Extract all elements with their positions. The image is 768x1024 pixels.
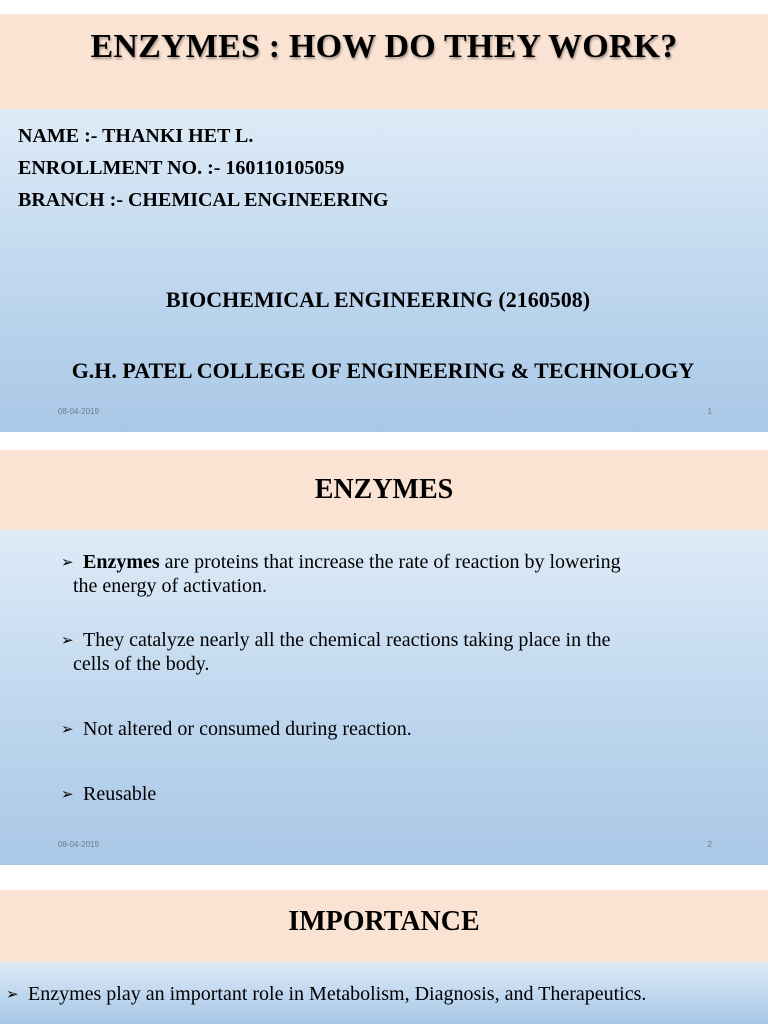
slide-3-title: IMPORTANCE (288, 906, 480, 937)
slide-2 (0, 450, 768, 865)
slide-1 (0, 14, 768, 432)
slide-2-title-band (0, 450, 768, 530)
enrollment-number: ENROLLMENT NO. :- 160110105059 (18, 157, 345, 179)
bullet-bold-term: Enzymes (83, 551, 160, 573)
arrow-bullet-icon: ➢ (61, 720, 74, 738)
slide-2-date: 08-04-2019 (58, 840, 99, 849)
bullet-continuation: cells of the body. (73, 653, 210, 675)
college-name: G.H. PATEL COLLEGE OF ENGINEERING & TECHNOLOGY (71, 358, 695, 383)
arrow-bullet-icon: ➢ (61, 553, 74, 571)
bullet-item (61, 628, 611, 676)
arrow-bullet-icon: ➢ (61, 785, 74, 803)
bullet-text: Reusable (83, 783, 157, 805)
slide-3 (0, 890, 768, 1024)
slide-1-title: ENZYMES : HOW DO THEY WORK? (90, 28, 678, 65)
bullet-text: They catalyze nearly all the chemical reactions taking place in the (83, 629, 611, 651)
slide-2-title: ENZYMES (314, 474, 454, 505)
bullet-item (6, 982, 646, 1006)
course-title: BIOCHEMICAL ENGINEERING (2160508) (165, 287, 591, 312)
bullet-text: Not altered or consumed during reaction. (83, 718, 412, 740)
slide-1-page-number: 1 (707, 407, 712, 416)
slide-3-title-band (0, 890, 768, 962)
slide-3-content (0, 962, 768, 1024)
slide-1-content (0, 109, 768, 432)
student-name: NAME :- THANKI HET L. (18, 125, 254, 147)
bullet-item (61, 782, 156, 806)
bullet-text: Enzymes play an important role in Metabolism, Diagnosis, and Therapeutics. (28, 983, 647, 1005)
bullet-item (61, 550, 621, 598)
arrow-bullet-icon: ➢ (6, 985, 19, 1003)
bullet-text: are proteins that increase the rate of reaction by lowering (159, 551, 621, 573)
slide-2-content (0, 530, 768, 865)
slide-2-page-number: 2 (707, 840, 712, 849)
arrow-bullet-icon: ➢ (61, 631, 74, 649)
bullet-continuation: the energy of activation. (73, 575, 268, 597)
slide-1-title-band (0, 14, 768, 109)
bullet-item (61, 717, 412, 741)
branch: BRANCH :- CHEMICAL ENGINEERING (18, 189, 389, 211)
slide-1-date: 08-04-2019 (58, 407, 99, 416)
